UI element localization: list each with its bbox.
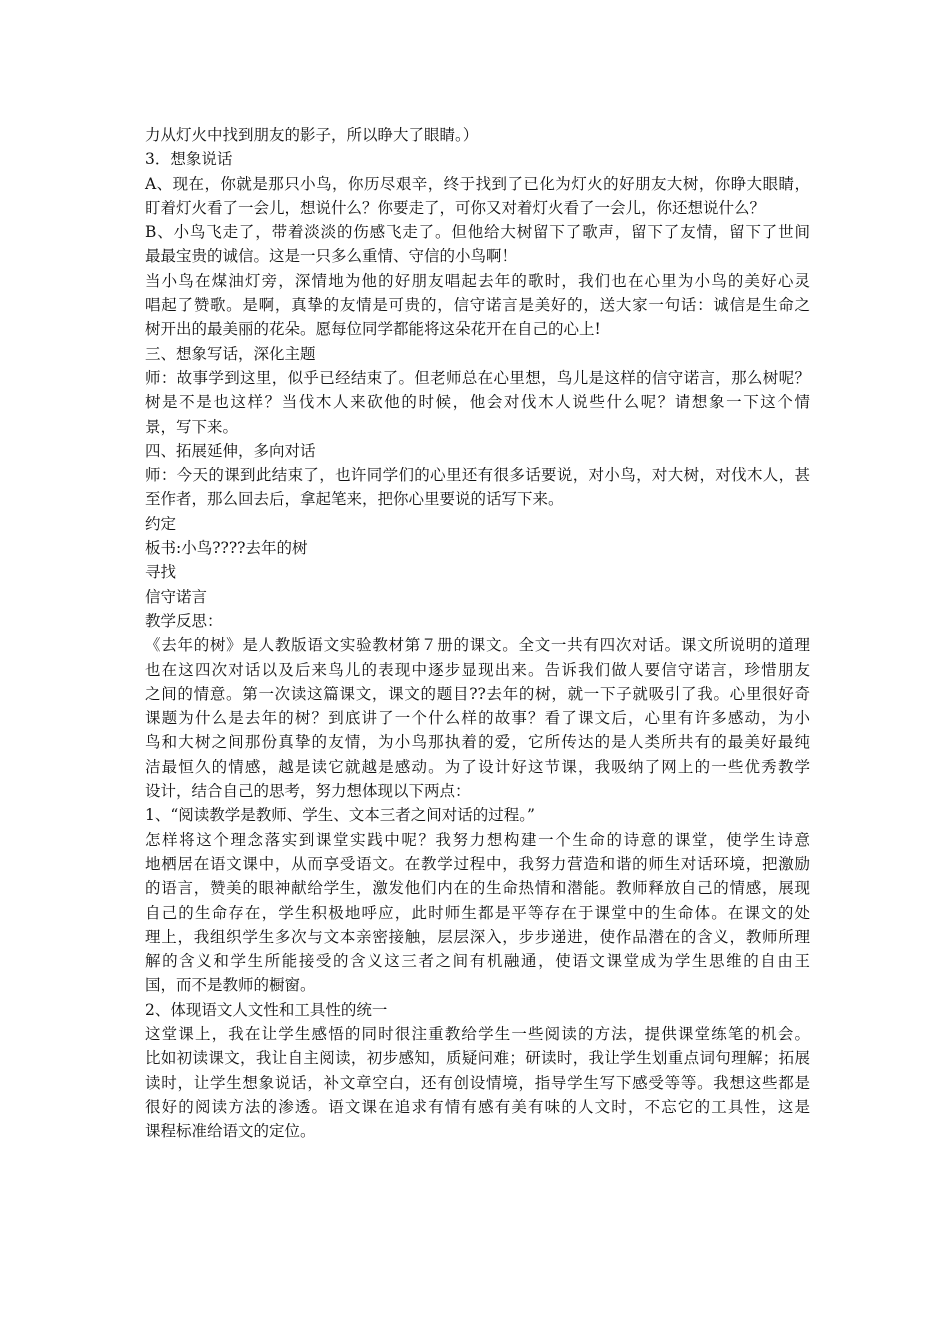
text-line: 最最宝贵的诚信。这是一只多么重情、守信的小鸟啊！ [145, 247, 518, 266]
text-line: 地栖居在语文课中，从而享受语文。在教学过程中，我努力营造和谐的师生对话环境，把激励 [145, 854, 810, 873]
text-line: 课程标准给语文的定位。 [145, 1122, 316, 1141]
text-line: 《去年的树》是人教版语文实验教材第７册的课文。全文一共有四次对话。课文所说明的道理 [145, 636, 810, 655]
text-line: 洁最恒久的情感，越是读它就越是感动。为了设计好这节课，我吸纳了网上的一些优秀教学 [145, 757, 810, 776]
text-line: 信守诺言 [145, 587, 208, 606]
text-line: 课题为什么是去年的树？到底讲了一个什么样的故事？看了课文后，心里有许多感动，为小 [145, 709, 810, 728]
text-line: 景，写下来。 [145, 417, 239, 436]
text-line: 寻找 [145, 563, 177, 582]
text-line: 理上，我组织学生多次与文本亲密接触，层层深入，步步递进，使作品潜在的含义，教师所理 [145, 927, 810, 946]
text-line: 板书:小鸟????去年的树 [145, 539, 308, 558]
text-line: 至作者，那么回去后，拿起笔来，把你心里要说的话写下来。 [145, 490, 564, 509]
text-line: 的语言，赞美的眼神献给学生，激发他们内在的生命热情和潜能。教师释放自己的情感，展现 [145, 879, 810, 898]
text-line: 读时，让学生想象说话，补文章空白，还有创设情境，指导学生写下感受等等。我想这些都是 [145, 1073, 810, 1092]
text-line: 自己的生命存在，学生积极地呼应，此时师生都是平等存在于课堂中的生命体。在课文的处 [145, 903, 810, 922]
text-line: 1、“阅读教学是教师、学生、文本三者之间对话的过程。” [145, 806, 535, 825]
text-line: 这堂课上，我在让学生感悟的同时很注重教给学生一些阅读的方法，提供课堂练笔的机会。 [145, 1024, 810, 1043]
text-line: 很好的阅读方法的渗透。语文课在追求有情有感有美有味的人文时，不忘它的工具性，这是 [145, 1097, 810, 1116]
text-line: 当小鸟在煤油灯旁，深情地为他的好朋友唱起去年的歌时，我们也在心里为小鸟的美好心灵 [145, 271, 810, 290]
text-line: 四、拓展延伸，多向对话 [145, 441, 316, 460]
text-line: 唱起了赞歌。是啊，真挚的友情是可贵的，信守诺言是美好的，送大家一句话：诚信是生命之 [145, 296, 810, 315]
text-line: 国，而不是教师的橱窗。 [145, 976, 316, 995]
text-line: 树开出的最美丽的花朵。愿每位同学都能将这朵花开在自己的心上! [145, 320, 601, 339]
text-line: 树是不是也这样？当伐木人来砍他的时候，他会对伐木人说些什么呢？请想象一下这个情 [145, 393, 810, 412]
text-line: A、现在，你就是那只小鸟，你历尽艰辛，终于找到了已化为灯火的好朋友大树，你睁大眼睛， [145, 174, 810, 193]
text-line: 力从灯火中找到朋友的影子，所以睁大了眼睛。） [145, 126, 479, 144]
text-line: 盯着灯火看了一会儿，想说什么？你要走了，可你又对着灯火看了一会儿，你还想说什么？ [145, 198, 766, 217]
text-line: 2、体现语文人文性和工具性的统一 [145, 1000, 388, 1019]
text-line: 也在这四次对话以及后来鸟儿的表现中逐步显现出来。告诉我们做人要信守诺言，珍惜朋友 [145, 660, 810, 679]
text-line: 怎样将这个理念落实到课堂实践中呢？我努力想构建一个生命的诗意的课堂，使学生诗意 [145, 830, 810, 849]
document-body [145, 123, 810, 1143]
text-line: 师：今天的课到此结束了，也许同学们的心里还有很多话要说，对小鸟，对大树，对伐木人，甚 [145, 466, 810, 485]
text-line: 师：故事学到这里，似乎已经结束了。但老师总在心里想，鸟儿是这样的信守诺言，那么树呢？ [145, 368, 810, 387]
text-line: 设计，结合自己的思考，努力想体现以下两点： [145, 782, 471, 801]
text-line: 教学反思： [145, 611, 223, 630]
text-line: 之间的情意。第一次读这篇课文，课文的题目??去年的树，就一下子就吸引了我。心里很好奇 [145, 684, 810, 703]
text-line: 比如初读课文，我让自主阅读，初步感知，质疑问难；研读时，我让学生划重点词句理解；拓展 [145, 1049, 810, 1068]
text-line: 解的含义和学生所能接受的含义这三者之间有机融通，使语文课堂成为学生思维的自由王 [145, 952, 810, 971]
text-line: 3．想象说话 [145, 150, 233, 169]
text-line: 约定 [145, 514, 177, 533]
text-line: B、小鸟飞走了，带着淡淡的伤感飞走了。但他给大树留下了歌声，留下了友情，留下了世间 [145, 223, 810, 242]
text-line: 鸟和大树之间那份真挚的友情，为小鸟那执着的爱，它所传达的是人类所共有的最美好最纯 [145, 733, 810, 752]
text-line: 三、想象写话，深化主题 [145, 344, 316, 363]
